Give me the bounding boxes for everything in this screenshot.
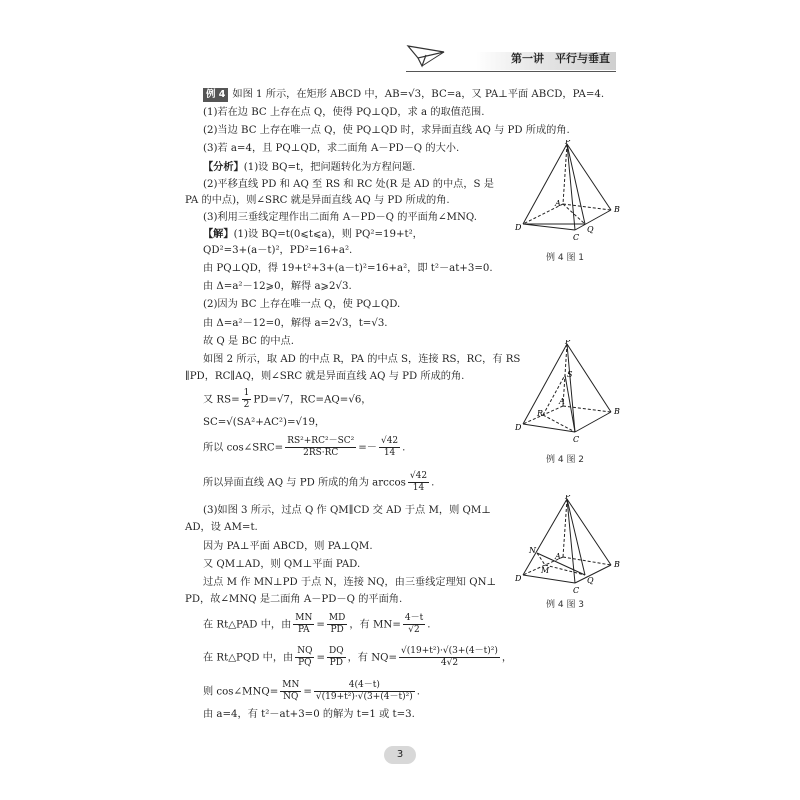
- frac-num: √(19+t²)·√(3+(4－t)²): [401, 646, 498, 656]
- label-C: C: [573, 233, 580, 242]
- frac-num: NQ: [297, 646, 313, 656]
- label-D: D: [515, 423, 522, 432]
- frac-num: √42: [380, 436, 399, 446]
- solution-20: [203, 613, 430, 636]
- example-intro: [203, 88, 604, 102]
- label-C: C: [573, 586, 580, 595]
- frac-den: PQ: [298, 658, 312, 668]
- frac-num: RS²+RC²－SC²: [287, 436, 355, 446]
- frac-num: MD: [328, 613, 346, 623]
- fraction: [295, 646, 314, 669]
- text-span: ，: [501, 652, 513, 664]
- text-span: =: [316, 619, 325, 631]
- solution-12: [203, 436, 405, 459]
- frac-den: 14: [412, 483, 425, 493]
- frac-den: 14: [383, 448, 396, 458]
- fraction: [399, 646, 500, 669]
- frac-den: 2: [243, 400, 250, 410]
- solution-21: [203, 646, 512, 669]
- text-span: 在 Rt△PQD 中，由: [203, 652, 294, 664]
- fraction: [280, 680, 301, 703]
- text-span: =: [316, 652, 326, 664]
- figure-1-pyramid: [515, 140, 625, 250]
- fraction: [293, 613, 314, 636]
- solution-14: (3)如图 3 所示，过点 Q 作 QM∥CD 交 AD 于点 M，则 QM⊥: [203, 505, 491, 516]
- text-span: .: [431, 477, 435, 489]
- label-Q: Q: [587, 576, 594, 585]
- solution-13: [203, 471, 434, 494]
- label-B: B: [614, 407, 620, 416]
- solution-1: [203, 227, 423, 242]
- label-R: R: [537, 409, 544, 418]
- label-A: A: [559, 397, 565, 406]
- text-span: 所以 cos∠SRC=: [203, 442, 284, 454]
- frac-den: 2RS·RC: [303, 448, 339, 458]
- question-2: (2)当边 BC 上存在唯一点 Q，使 PQ⊥QD 时，求异面直线 AQ 与 PD 所成的角.: [203, 125, 570, 136]
- solution-22: [203, 680, 420, 703]
- page-header: [406, 38, 616, 74]
- label-A: A: [555, 552, 561, 561]
- label-D: D: [515, 223, 522, 232]
- figure-2-pyramid: [515, 340, 625, 450]
- text-span: PD=√7，RC=AQ=√6，: [253, 394, 372, 406]
- text-span: .: [427, 619, 431, 631]
- solution-9: ∥PD，RC∥AQ，则∠SRC 就是异面直线 AQ 与 PD 所成的角.: [185, 371, 465, 382]
- fraction: [408, 471, 429, 494]
- chapter-title: 第一讲 平行与垂直: [511, 52, 610, 65]
- header-rule: [406, 71, 616, 72]
- fraction: [327, 646, 346, 669]
- analysis-3: PA 的中点)，则∠SRC 就是异面直线 AQ 与 PD 所成的角.: [185, 195, 450, 206]
- solution-8: 如图 2 所示，取 AD 的中点 R，PA 的中点 S，连接 RS，RC，有 RS: [203, 354, 521, 365]
- label-A: A: [555, 199, 561, 208]
- text-span: 所以异面直线 AQ 与 PD 所成的角为 arccos: [203, 477, 406, 489]
- text-span: ，有 NQ=: [347, 652, 398, 664]
- frac-den: √(19+t²)·√(3+(4－t)²): [315, 692, 413, 702]
- figure-3-pyramid: [515, 495, 625, 600]
- analysis-2: (2)平移直线 PD 和 AQ 至 RS 和 RC 处(R 是 AD 的中点，S 是: [203, 179, 494, 190]
- fraction: [285, 436, 356, 459]
- solution-7: 故 Q 是 BC 的中点.: [203, 336, 294, 347]
- text-span: ，有 MN=: [349, 619, 401, 631]
- example-text: 如图 1 所示，在矩形 ABCD 中，AB=√3，BC=a，又 PA⊥平面 ABCD，PA=4.: [232, 89, 605, 100]
- fraction: [403, 613, 425, 636]
- solution-15: AD，设 AM=t.: [185, 522, 258, 533]
- frac-den: PD: [330, 625, 344, 635]
- solution-3: 由 PQ⊥QD，得 19+t²+3+(a－t)²=16+a²，即 t²－at+3=0.: [203, 263, 493, 274]
- question-3: (3)若 a=4，且 PQ⊥QD，求二面角 A－PD－Q 的大小.: [203, 143, 460, 154]
- frac-den: √2: [408, 625, 420, 635]
- frac-den: PD: [329, 658, 343, 668]
- solution-4: 由 Δ=a²－12⩾0，解得 a⩾2√3.: [203, 281, 352, 292]
- label-C: C: [573, 435, 580, 444]
- analysis-4: (3)利用三垂线定理作出二面角 A－PD－Q 的平面角∠MNQ.: [203, 212, 477, 223]
- frac-num: 1: [243, 388, 250, 398]
- label-N: N: [529, 546, 536, 555]
- solution-10: [203, 388, 372, 411]
- frac-num: MN: [295, 613, 313, 623]
- text-span: .: [402, 442, 406, 454]
- label-D: D: [515, 574, 522, 583]
- label-P: P: [565, 340, 571, 346]
- solution-2: QD²=3+(a－t)²，PD²=16+a².: [203, 245, 353, 256]
- solution-11: SC=√(SA²+AC²)=√19，: [203, 417, 326, 428]
- frac-den: PA: [297, 625, 310, 635]
- paper-plane-icon: [406, 38, 446, 68]
- frac-den: NQ: [283, 692, 299, 702]
- solution-18: 过点 M 作 MN⊥PD 于点 N，连接 NQ，由三垂线定理知 QN⊥: [203, 577, 497, 588]
- solution-text: (1)设 BQ=t(0⩽t⩽a)，则 PQ²=19+t²，: [233, 229, 423, 240]
- label-M: M: [541, 566, 550, 575]
- solution-label: 【解】: [203, 228, 234, 240]
- analysis-label: 【分析】: [203, 161, 244, 173]
- solution-5: (2)因为 BC 上存在唯一点 Q，使 PQ⊥QD.: [203, 299, 401, 310]
- fraction: [314, 680, 415, 703]
- solution-6: 由 Δ=a²－12=0，解得 a=2√3，t=√3.: [203, 318, 388, 329]
- analysis-1: [203, 160, 415, 175]
- solution-19: PD，故∠MNQ 是二面角 A－PD－Q 的平面角.: [185, 594, 403, 605]
- frac-num: MN: [282, 680, 300, 690]
- text-span: =: [303, 686, 312, 698]
- figure-3-caption: 例 4 图 3: [546, 600, 585, 610]
- text-span: 在 Rt△PAD 中，由: [203, 619, 292, 631]
- example-badge: 例 4: [203, 88, 228, 102]
- question-1: (1)若在边 BC 上存在点 Q，使得 PQ⊥QD，求 a 的取值范围.: [203, 107, 485, 118]
- label-P: P: [565, 495, 571, 501]
- text-span: 又 RS=: [203, 394, 240, 406]
- solution-23: 由 a=4，有 t²－at+3=0 的解为 t=1 或 t=3.: [203, 709, 415, 720]
- fraction: [242, 388, 252, 411]
- label-Q: Q: [587, 225, 594, 234]
- page-number: 3: [384, 746, 416, 764]
- text-span: .: [416, 686, 420, 698]
- label-B: B: [614, 205, 620, 214]
- fraction: [327, 613, 347, 636]
- text-span: =－: [358, 442, 377, 454]
- frac-den: 4√2: [440, 658, 459, 668]
- frac-num: DQ: [329, 646, 344, 656]
- solution-17: 又 QM⊥AD，则 QM⊥平面 PAD.: [203, 559, 361, 570]
- solution-16: 因为 PA⊥平面 ABCD，则 PA⊥QM.: [203, 541, 373, 552]
- figure-2-caption: 例 4 图 2: [546, 455, 585, 465]
- frac-num: 4－t: [404, 613, 424, 623]
- frac-num: 4(4－t): [314, 680, 415, 692]
- analysis-text: (1)设 BQ=t，把问题转化为方程问题.: [243, 162, 416, 173]
- frac-num: √42: [409, 471, 428, 481]
- fraction: [379, 436, 400, 459]
- text-span: 则 cos∠MNQ=: [203, 686, 279, 698]
- label-B: B: [614, 560, 620, 569]
- figure-1-caption: 例 4 图 1: [546, 253, 585, 263]
- label-S: S: [567, 370, 573, 379]
- label-P: P: [565, 140, 571, 146]
